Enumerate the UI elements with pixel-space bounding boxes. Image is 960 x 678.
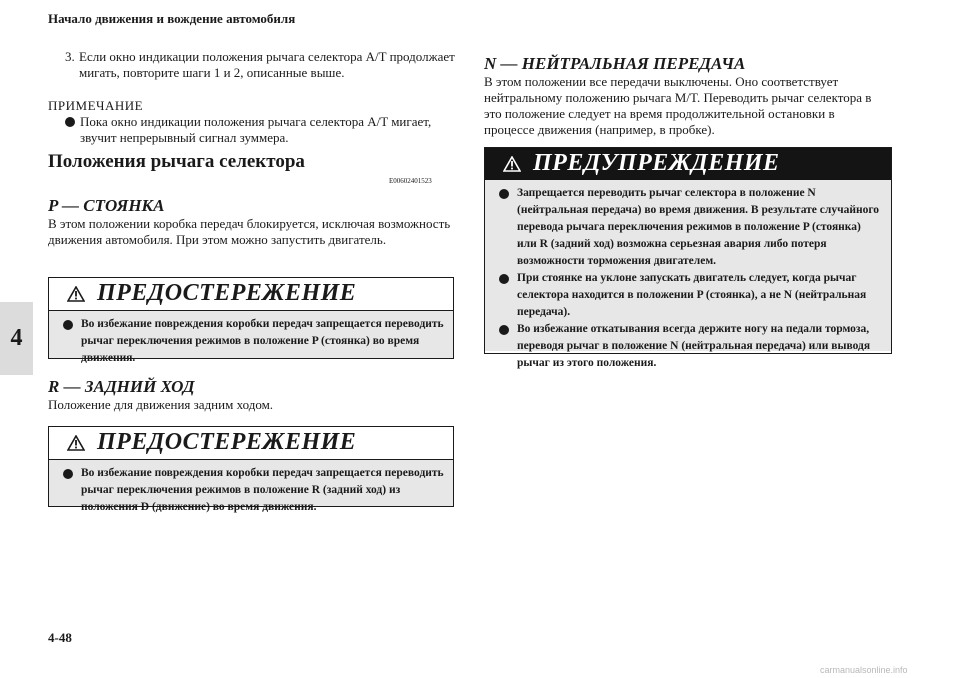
section-title: Положения рычага селектора: [48, 151, 305, 172]
caution-body: [49, 311, 453, 364]
bullet-icon: [63, 320, 73, 330]
p-position-text: В этом положении коробка передач блокируется, исключая возможность движения автомобиля. При этом можно запустить двигатель.: [48, 216, 451, 247]
warning-text: Запрещается переводить рычаг селектора в положение N (нейтральная передача) во время движения. В результате случайного перевода рычага переключения режимов в положение P (стоянка) или R (задний ход) возможна серьезная авария либо потеря возможности торможения двигателем.: [517, 187, 880, 267]
warning-text: Во избежание откатывания всегда держите ногу на педали тормоза, переводя рычаг в положение N (нейтральная передача) или выводя рычаг из этого положения.: [517, 323, 871, 369]
warning-item: [495, 270, 883, 321]
bullet-icon: [63, 469, 73, 479]
warning-triangle-icon: [503, 156, 521, 172]
note-text: Пока окно индикации положения рычага селектора A/T мигает, звучит непрерывный сигнал зуммера.: [80, 114, 432, 145]
note-item: [65, 114, 455, 146]
caution-box-r: [48, 426, 454, 513]
chapter-number: 4: [10, 325, 23, 351]
bullet-icon: [499, 325, 509, 335]
chapter-tab: [0, 302, 33, 375]
caution-text: Во избежание повреждения коробки передач запрещается переводить рычаг переключения режимов в положение R (задний ход) из положения D (движение) во время движения.: [81, 467, 444, 513]
caution-header: [49, 427, 453, 460]
n-position-text: В этом положении все передачи выключены. Оно соответствует нейтральному положению рычага M/T. Переводить рычаг селектора в это положение следует на время продолжительной остановки в процессе движения (например, в пробке).: [484, 74, 872, 137]
caution-heading: ПРЕДОСТЕРЕЖЕНИЕ: [97, 429, 357, 455]
caution-heading: ПРЕДОСТЕРЕЖЕНИЕ: [97, 280, 357, 306]
caution-text: Во избежание повреждения коробки передач запрещается переводить рычаг переключения режимов в положение P (стоянка) во время движения.: [81, 318, 444, 364]
warning-body: [485, 180, 891, 369]
warning-box-n: [484, 147, 892, 369]
warning-header: [485, 148, 891, 180]
step-number: 3.: [65, 49, 75, 64]
warning-item: [495, 321, 883, 372]
bullet-icon: [65, 117, 75, 127]
watermark: carmanualsonline.info: [820, 665, 908, 675]
warning-heading: ПРЕДУПРЕЖДЕНИЕ: [533, 150, 780, 176]
bullet-icon: [499, 274, 509, 284]
page-number: 4-48: [48, 630, 72, 645]
warning-triangle-icon: [67, 435, 85, 451]
bullet-icon: [499, 189, 509, 199]
warning-item: [495, 185, 883, 270]
step-text: Если окно индикации положения рычага селектора A/T продолжает мигать, повторите шаги 1 и 2, описанные выше.: [79, 49, 455, 80]
n-position-title: N — НЕЙТРАЛЬНАЯ ПЕРЕДАЧА: [484, 54, 746, 73]
caution-body: [49, 460, 453, 513]
caution-box-p: [48, 277, 454, 364]
caution-header: [49, 278, 453, 311]
section-code: E00602401523: [389, 177, 432, 185]
r-position-title: R — ЗАДНИЙ ХОД: [48, 377, 195, 396]
warning-text: При стоянке на уклоне запускать двигатель следует, когда рычаг селектора находится в положении P (стоянка), а не N (нейтральная передача).: [517, 272, 867, 318]
running-header: Начало движения и вождение автомобиля: [48, 11, 296, 26]
r-position-text: Положение для движения задним ходом.: [48, 397, 274, 412]
note-label: ПРИМЕЧАНИЕ: [48, 98, 144, 113]
p-position-title: P — СТОЯНКА: [48, 196, 165, 215]
step-3: [65, 49, 455, 81]
warning-triangle-icon: [67, 286, 85, 302]
